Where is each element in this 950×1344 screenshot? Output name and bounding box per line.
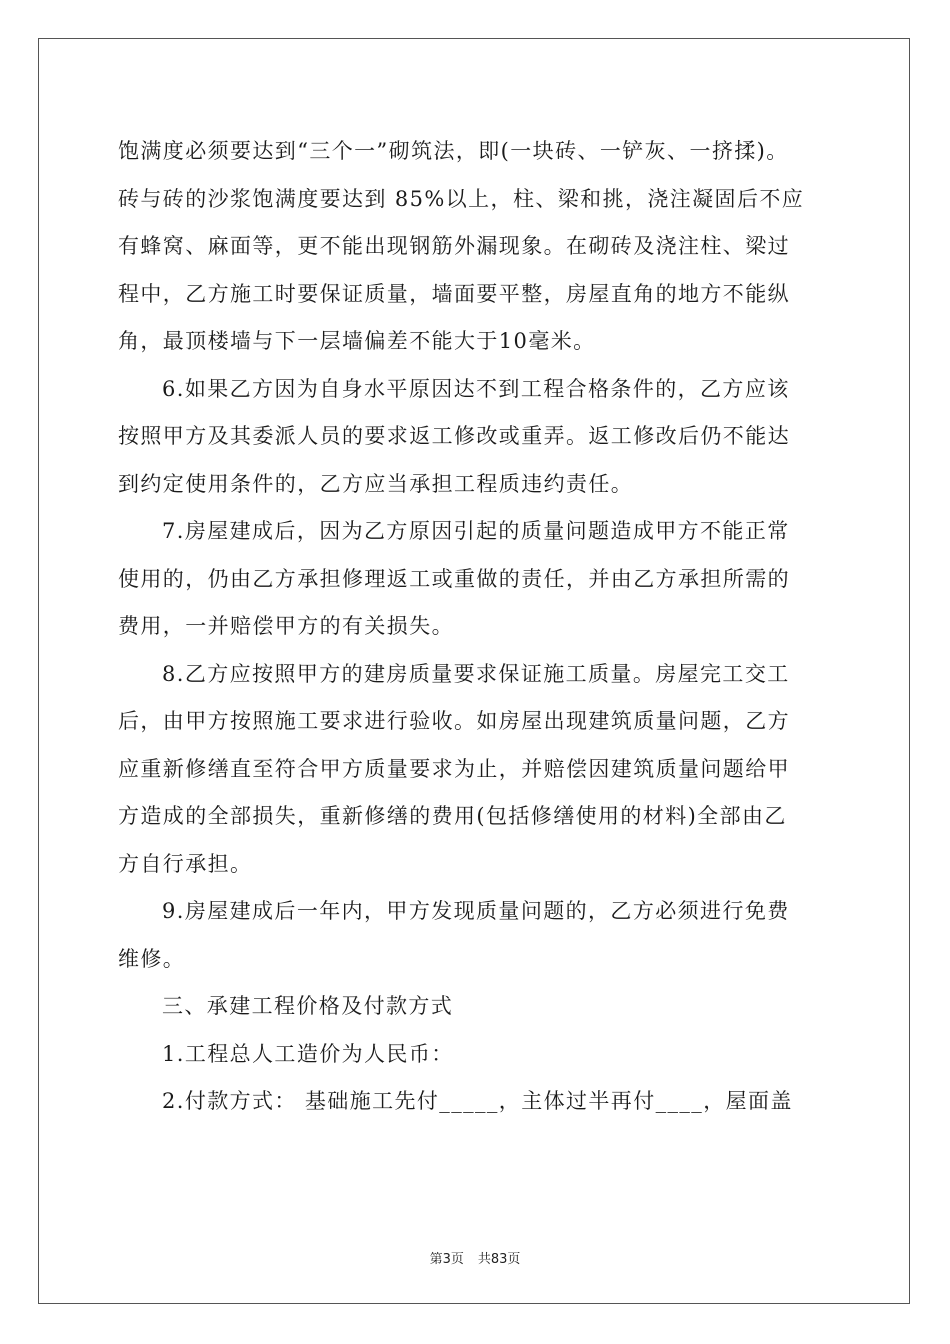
text-line-4: 程中，乙方施工时要保证质量，墙面要平整，房屋直角的地方不能纵 xyxy=(118,281,790,306)
text-line-10: 使用的，仍由乙方承担修理返工或重做的责任，并由乙方承担所需的 xyxy=(118,566,790,591)
section-heading: 三、承建工程价格及付款方式 xyxy=(162,994,454,1018)
text-line-3: 有蜂窝、麻面等，更不能出现钢筋外漏现象。在砌砖及浇注柱、梁过 xyxy=(118,234,790,258)
page-footer xyxy=(0,1248,950,1267)
text-line-17: 9.房屋建成后一年内，甲方发现质量问题的，乙方必须进行免费 xyxy=(162,899,790,923)
text-line-18: 维修。 xyxy=(118,946,186,971)
text-line-7: 按照甲方及其委派人员的要求返工修改或重弄。返工修改后仍不能达 xyxy=(118,424,790,448)
text-line-16: 方自行承担。 xyxy=(118,851,253,876)
text-line-13: 后，由甲方按照施工要求进行验收。如房屋出现建筑质量问题，乙方 xyxy=(118,709,790,733)
page-number: 第3页 xyxy=(429,1252,464,1267)
text-line-6: 6.如果乙方因为自身水平原因达不到工程合格条件的，乙方应该 xyxy=(162,376,790,401)
text-line-8: 到约定使用条件的，乙方应当承担工程质违约责任。 xyxy=(118,471,634,496)
text-line-15: 方造成的全部损失，重新修缮的费用(包括修缮使用的材料)全部由乙 xyxy=(118,804,787,828)
text-line-20: 1.工程总人工造价为人民币： xyxy=(162,1041,454,1066)
text-line-12: 8.乙方应按照甲方的建房质量要求保证施工质量。房屋完工交工 xyxy=(162,661,790,686)
text-line-14: 应重新修缮直至符合甲方质量要求为止，并赔偿因建筑质量问题给甲 xyxy=(118,756,790,781)
document-body xyxy=(118,128,838,1126)
text-line-2: 砖与砖的沙浆饱满度要达到 85%以上，柱、梁和挑，浇注凝固后不应 xyxy=(118,186,805,211)
text-line-21: 2.付款方式： 基础施工先付_____，主体过半再付____，屋面盖 xyxy=(162,1089,793,1113)
text-line-5: 角，最顶楼墙与下一层墙偏差不能大于10毫米。 xyxy=(118,329,596,353)
text-line-9: 7.房屋建成后，因为乙方原因引起的质量问题造成甲方不能正常 xyxy=(162,519,790,543)
text-line-11: 费用，一并赔偿甲方的有关损失。 xyxy=(118,614,454,638)
page-total: 共83页 xyxy=(477,1252,521,1267)
text-line-1: 饱满度必须要达到“三个一”砌筑法，即(一块砖、一铲灰、一挤揉)。 xyxy=(118,139,789,163)
